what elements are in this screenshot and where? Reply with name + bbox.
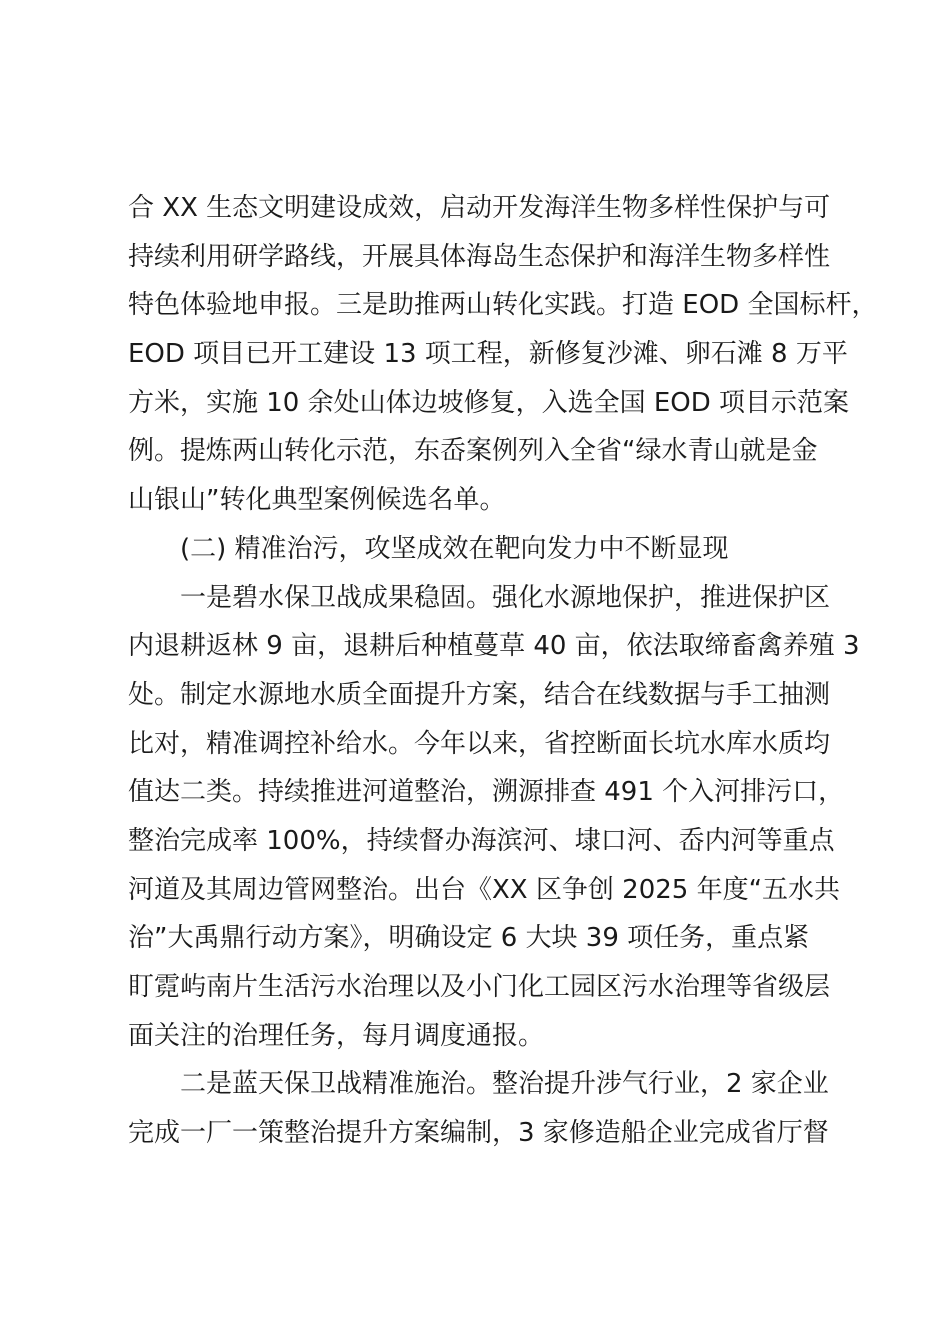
text-line: 例。提炼两山转化示范，东岙案例列入全省“绿水青山就是金 (128, 436, 818, 467)
text-line: 治”大禹鼎行动方案》，明确设定 6 大块 39 项任务，重点紧 (128, 923, 810, 954)
text-line: 整治完成率 100%，持续督办海滨河、埭口河、岙内河等重点 (128, 825, 835, 856)
section-heading: (二) 精准治污，攻坚成效在靶向发力中不断显现 (180, 533, 729, 564)
text-line: 合 XX 生态文明建设成效，启动开发海洋生物多样性保护与可 (128, 193, 831, 223)
text-line: 比对，精准调控补给水。今年以来，省控断面长坑水库水质均 (128, 728, 831, 759)
text-line: 内退耕返林 9 亩，退耕后种植蔓草 40 亩，依法取缔畜禽养殖 3 (128, 631, 860, 662)
text-line: 面关注的治理任务，每月调度通报。 (128, 1020, 545, 1051)
text-line: 完成一厂一策整治提升方案编制，3 家修造船企业完成省厅督 (128, 1118, 829, 1149)
paragraph-start-line: 二是蓝天保卫战精准施治。整治提升涉气行业，2 家企业 (180, 1069, 829, 1100)
text-line: EOD 项目已开工建设 13 项工程，新修复沙滩、卵石滩 8 万平 (128, 339, 848, 370)
text-line: 特色体验地申报。三是助推两山转化实践。打造 EOD 全国标杆， (128, 290, 878, 321)
text-line: 盯霓屿南片生活污水治理以及小门化工园区污水治理等省级层 (128, 972, 831, 1002)
text-line: 处。制定水源地水质全面提升方案，结合在线数据与手工抽测 (128, 679, 831, 710)
text-line: 山银山”转化典型案例候选名单。 (128, 485, 506, 516)
paragraph-start-line: 一是碧水保卫战成果稳固。强化水源地保护，推进保护区 (180, 582, 831, 613)
text-line: 方米，实施 10 余处山体边坡修复，入选全国 EOD 项目示范案 (128, 387, 850, 418)
text-line: 河道及其周边管网整治。出台《XX 区争创 2025 年度“五水共 (128, 874, 841, 905)
document-body (128, 184, 878, 1158)
text-line: 值达二类。持续推进河道整治，溯源排查 491 个入河排污口， (128, 777, 845, 808)
text-line: 持续利用研学路线，开展具体海岛生态保护和海洋生物多样性 (128, 241, 831, 272)
